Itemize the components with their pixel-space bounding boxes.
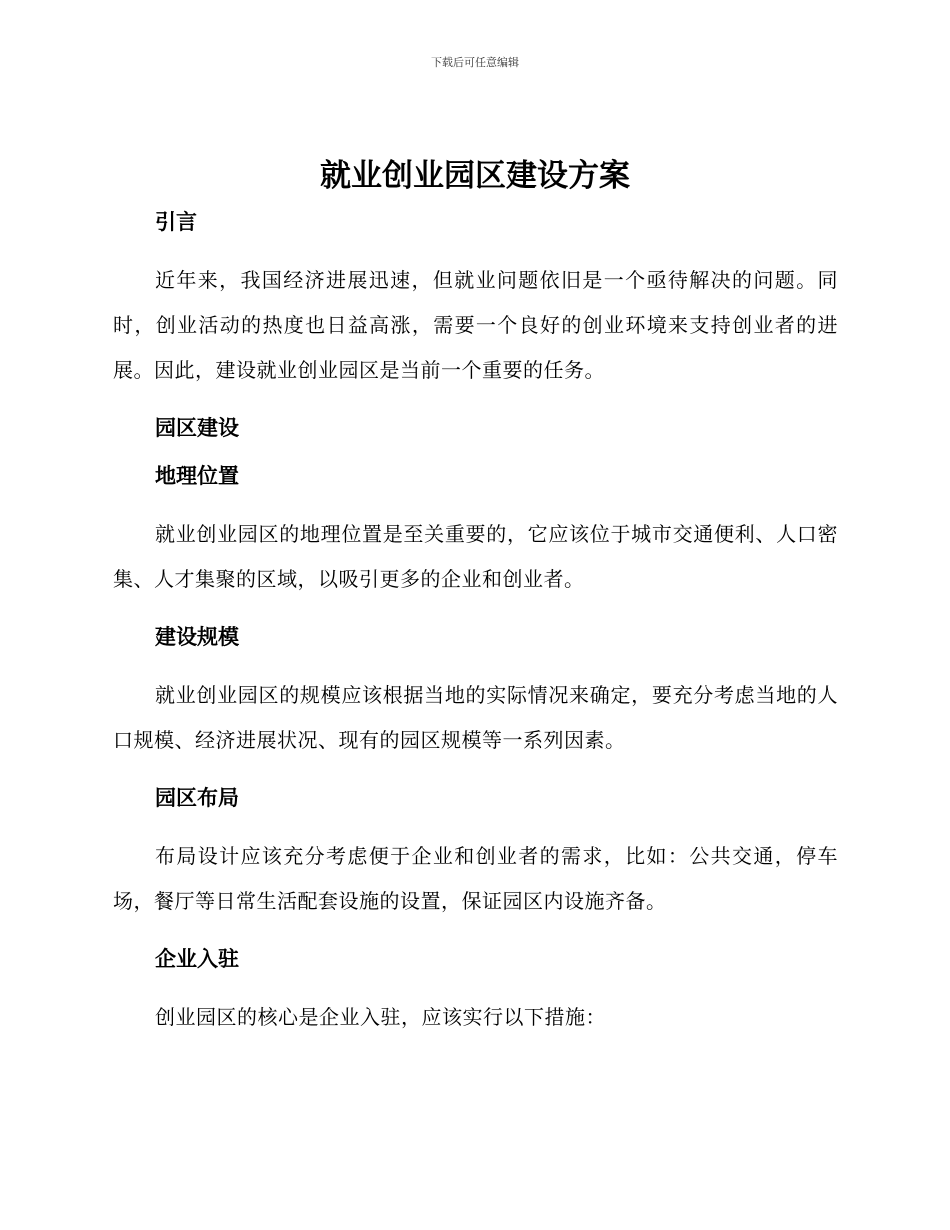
header-note: 下载后可任意编辑: [431, 56, 519, 69]
park-construction-heading: 园区建设: [155, 416, 239, 440]
intro-paragraph: 近年来，我国经济进展迅速，但就业问题依旧是一个亟待解决的问题。同时，创业活动的热度也日益高涨，需要一个良好的创业环境来支持创业者的进展。因此，建设就业创业园区是当前一个重要的任务。: [113, 268, 838, 382]
layout-paragraph: 布局设计应该充分考虑便于企业和创业者的需求，比如：公共交通，停车场，餐厅等日常生活配套设施的设置，保证园区内设施齐备。: [113, 844, 838, 913]
location-paragraph: 就业创业园区的地理位置是至关重要的，它应该位于城市交通便利、人口密集、人才集聚的区域，以吸引更多的企业和创业者。: [113, 522, 838, 591]
intro-heading: 引言: [155, 210, 197, 234]
document-title: 就业创业园区建设方案: [320, 158, 630, 194]
scale-paragraph: 就业创业园区的规模应该根据当地的实际情况来确定，要充分考虑当地的人口规模、经济进展状况、现有的园区规模等一系列因素。: [113, 683, 838, 752]
scale-heading: 建设规模: [155, 625, 239, 649]
enterprise-entry-paragraph: 创业园区的核心是企业入驻，应该实行以下措施：: [155, 1005, 606, 1029]
document-body: [113, 204, 838, 1040]
enterprise-entry-heading: 企业入驻: [155, 947, 239, 971]
location-heading: 地理位置: [155, 464, 239, 488]
layout-heading: 园区布局: [155, 786, 239, 810]
